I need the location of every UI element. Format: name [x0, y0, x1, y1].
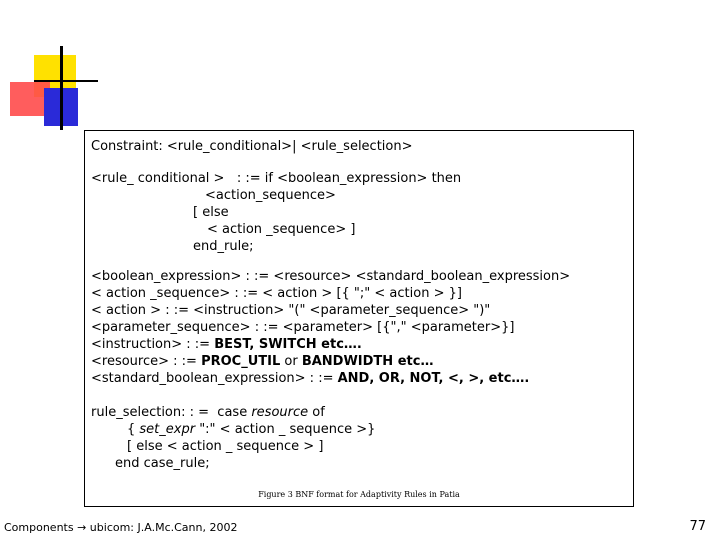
slide-footer: Components → ubicom: J.A.Mc.Cann, 2002 — [4, 521, 238, 534]
bnf-figure — [84, 130, 634, 507]
selection-end: end case_rule; — [115, 456, 210, 471]
selection-case-suffix: ":" < action _ sequence >} — [195, 422, 376, 437]
page-number: 77 — [689, 519, 706, 534]
conditional-head: <rule_ conditional > : := if <boolean_expression> then — [91, 171, 462, 186]
selection-head-suffix: of — [308, 405, 325, 420]
instruction-prefix: <instruction> : := — [91, 337, 215, 352]
logo-horizontal-line — [34, 80, 98, 82]
standard-prefix: <standard_boolean_expression> : := — [91, 371, 338, 386]
selection-case — [127, 422, 375, 438]
grammar-instruction — [91, 337, 362, 353]
resource-value-1: PROC_UTIL — [201, 354, 281, 369]
selection-head — [91, 405, 325, 421]
resource-value-2: BANDWIDTH etc… — [301, 354, 434, 369]
decorative-logo — [0, 0, 100, 140]
selection-else: [ else < action _ sequence > ] — [127, 439, 324, 454]
grammar-bool-expr: <boolean_expression> : := <resource> <standard_boolean_expression> — [91, 269, 571, 284]
conditional-action: <action_sequence> — [205, 188, 336, 203]
grammar-param-seq: <parameter_sequence> : := <parameter> [{"," <parameter>}] — [91, 320, 515, 335]
grammar-action-seq: < action _sequence> : := < action > [{ ";" < action > }] — [91, 286, 462, 301]
selection-head-prefix: rule_selection: : = case — [91, 405, 252, 420]
conditional-else-action: < action _sequence> ] — [207, 222, 356, 237]
grammar-action: < action > : := <instruction> "(" <parameter_sequence> ")" — [91, 303, 491, 318]
conditional-end: end_rule; — [193, 239, 254, 254]
logo-vertical-line — [60, 46, 63, 130]
conditional-else: [ else — [193, 205, 229, 220]
selection-head-var: resource — [251, 405, 309, 420]
selection-case-prefix: { — [127, 422, 140, 437]
grammar-resource — [91, 354, 433, 370]
instruction-values: BEST, SWITCH etc…. — [214, 337, 362, 352]
standard-values: AND, OR, NOT, <, >, etc…. — [337, 371, 530, 386]
selection-case-var: set_expr — [139, 422, 196, 437]
resource-or: or — [280, 354, 302, 369]
figure-caption: Figure 3 BNF format for Adaptivity Rules in Patia — [258, 490, 460, 499]
resource-prefix: <resource> : := — [91, 354, 202, 369]
constraint-line: Constraint: <rule_conditional>| <rule_selection> — [91, 139, 413, 154]
grammar-standard — [91, 371, 529, 387]
